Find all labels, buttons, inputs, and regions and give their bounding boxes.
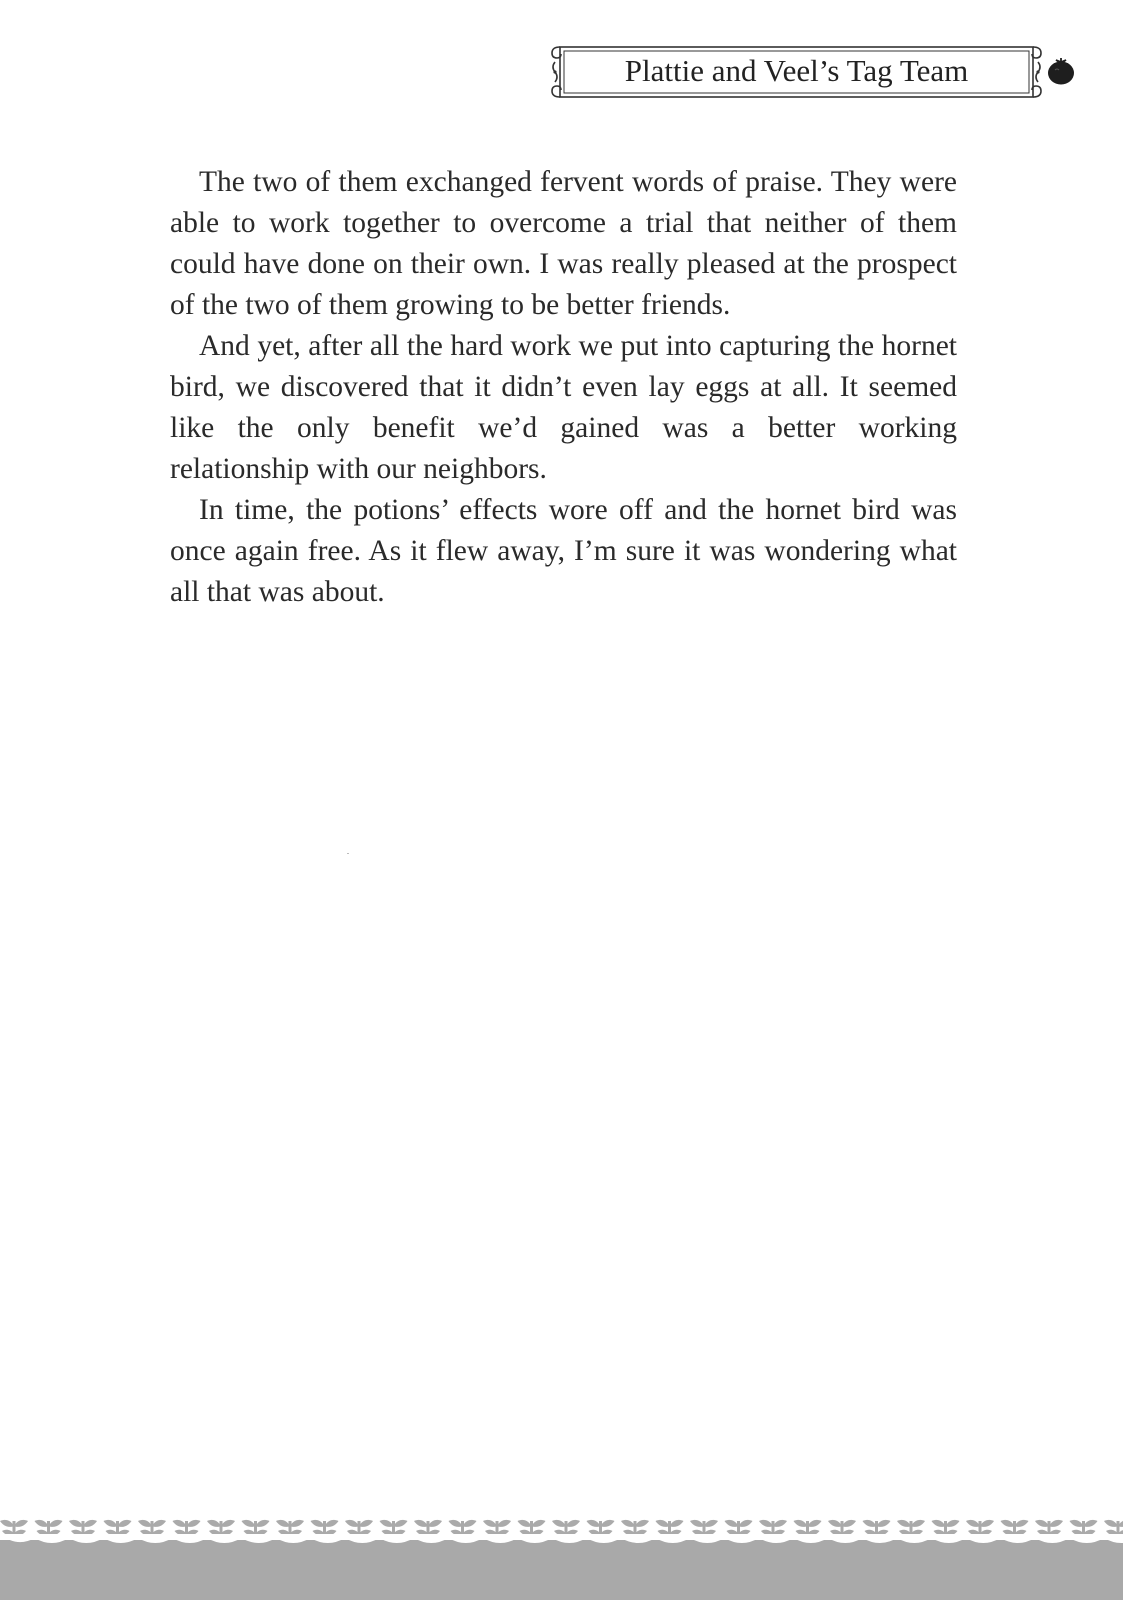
running-header [551,44,1042,100]
body-text [170,162,957,613]
paragraph: And yet, after all the hard work we put into capturing the hornet bird, we discovered that it didn’t even lay eggs at all. It seemed like the only benefit we’d gained was a better working relationship with our neighbors. [170,330,957,485]
paragraph: In time, the potions’ effects wore off and the hornet bird was once again free. As it flew away, I’m sure it was wondering what all that was about. [170,494,957,608]
paragraph: The two of them exchanged fervent words of praise. They were able to work together to overcome a trial that neither of them could have done on their own. I was really pleased at the prospect of the two of them growing to be better friends. [170,166,957,321]
header-title: Plattie and Veel’s Tag Team [624,53,969,88]
sprout-footer [0,1504,1123,1600]
tomato-icon [1045,55,1077,87]
print-speck [347,853,349,854]
